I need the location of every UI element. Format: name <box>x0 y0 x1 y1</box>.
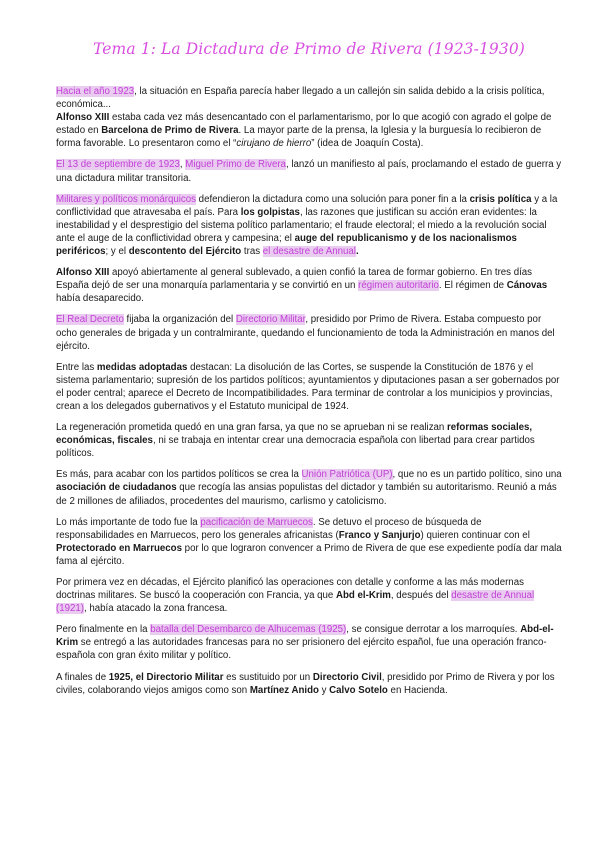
bold-term: Protectorado en Marruecos <box>56 542 182 554</box>
bold-term: descontento del Ejército <box>128 246 242 258</box>
bold-term: reformas sociales, económicas, fiscales <box>56 422 533 447</box>
paragraph-10: Por primera vez en décadas, el Ejército planificó las operaciones con detalle y conforme a las más modernas doctrinas militares. Se buscó la cooperación con Francia, ya que Abd el-Krim, después del desastre de Annual (1921), había atacado la zona francesa. <box>56 577 535 615</box>
highlight-term: Militares y políticos monárquicos <box>56 193 196 205</box>
highlight-name: Miguel Primo de Rivera <box>185 159 286 171</box>
paragraph-7: La regeneración prometida quedó en una gran farsa, ya que no se aprueban ni se realizan reformas sociales, económicas, fiscales, ni se trabaja en intentar crear una democracia española con libertad para crear partidos políticos. <box>56 422 535 460</box>
paragraph-4: Alfonso XIII apoyó abiertamente al general sublevado, a quien confió la tarea de formar gobierno. En tres días España dejó de ser una monarquía parlamentaria y se convirtió en un régimen autoritario. El régimen de Cánovas había desaparecido. <box>56 267 548 305</box>
highlight-date: Hacia el año 1923 <box>56 86 135 97</box>
bold-term: Directorio Civil <box>312 671 382 683</box>
bold-term: Abd-el-Krim <box>56 624 554 649</box>
highlight-term: Directorio Militar <box>235 314 306 326</box>
paragraph-5: El Real Decreto fijaba la organización del Directorio Militar, presidido por Primo de Rivera. Estaba compuesto por ocho generales de brigada y un contralmirante, quedando el funcionamiento de toda la Administración en manos del ejército. <box>56 314 555 352</box>
highlight-term: el desastre de Annual <box>262 246 356 258</box>
paragraph-12: A finales de 1925, el Directorio Militar es sustituido por un Directorio Civil, presidido por Primo de Rivera y por los civiles, colaborando viejos amigos como son Martínez Anido y Calvo Sotelo en Hacienda. <box>56 671 555 696</box>
italic-term: cirujano de hierro <box>236 138 312 150</box>
document-title: Tema 1: La Dictadura de Primo de Rivera (1923-1930) <box>93 40 525 58</box>
paragraph-11: Pero finalmente en la batalla del Desembarco de Alhucemas (1925), se consigue derrotar a los marroquíes. Abd-el-Krim se entregó a las autoridades francesas para no ser prisionero del ejército español, fue una operación franco-española con gran éxito militar y político. <box>56 624 554 662</box>
highlight-term: El Real Decreto <box>56 314 124 326</box>
paragraph-8: Es más, para acabar con los partidos políticos se crea la Unión Patriótica (UP), que no es un partido político, sino una asociación de ciudadanos que recogía las ansias populistas del dictador y también su autoritarismo. Reunió a más de 2 millones de afiliados, procedentes del maurismo, carlismo y catolicismo. <box>56 469 562 507</box>
bold-term: 1925, el Directorio Militar <box>108 671 224 683</box>
highlight-term: batalla del Desembarco de Alhucemas (1925) <box>150 624 347 636</box>
bold-term: Barcelona de Primo de Rivera <box>101 125 239 137</box>
bold-term: Martínez Anido <box>249 684 319 696</box>
bold-term: medidas adoptadas <box>96 361 188 373</box>
paragraph-3: Militares y políticos monárquicos defendieron la dictadura como una solución para poner fin a la crisis política y a la conflictividad que atravesaba el país. Para los golpistas, las razones que justifican su acción eran evidentes: la inestabilidad y el desprestigio del sistema político parlamentario; el fraude electoral; el miedo a la revolución social ante el auge de la conflictividad obrera y campesina; el auge del republicanismo y de los nacionalismos periféricos; y el descontento del Ejército tras el desastre de Annual. <box>56 193 558 258</box>
paragraph-1: Hacia el año 1923, la situación en España parecía haber llegado a un callejón sin salida debido a la crisis política, económica... Alfonso XIII estaba cada vez más desencantado con el parlamentarismo, por lo que acogió con agrado el golpe de estado en Barcelona de Primo de Rivera. La mayor parte de la prensa, la Iglesia y la burguesía lo recibieron de forma favorable. Lo presentaron como el “cirujano de hierro” (idea de Joaquín Costa). <box>56 86 552 150</box>
highlight-term: régimen autoritario <box>358 280 439 292</box>
bold-term: auge del republicanismo y de los nacionalismos periféricos <box>56 232 517 258</box>
highlight-term: Unión Patriótica (UP) <box>301 469 393 481</box>
bold-term: crisis política <box>469 193 532 205</box>
highlight-term: desastre de Annual (1921) <box>56 590 535 615</box>
bold-term: los golpistas <box>240 206 300 218</box>
paragraph-2: El 13 de septiembre de 1923, Miguel Primo de Rivera, lanzó un manifiesto al país, proclamando el estado de guerra y una dictadura militar transitoria. <box>56 159 562 184</box>
paragraph-9: Lo más importante de todo fue la pacificación de Marruecos. Se detuvo el proceso de búsqueda de responsabilidades en Marruecos, pero los generales africanistas (Franco y Sanjurjo) quieren continuar con el Protectorado en Marruecos por lo que lograron convencer a Primo de Rivera de que ese expediente podía dar mala fama al ejército. <box>56 516 562 567</box>
highlight-date: El 13 de septiembre de 1923 <box>56 159 180 171</box>
bold-term: Cánovas <box>506 280 548 292</box>
highlight-term: pacificación de Marruecos <box>200 516 313 528</box>
bold-term: Alfonso XIII <box>56 267 110 279</box>
bold-term: asociación de ciudadanos <box>56 482 177 494</box>
bold-term: Franco y Sanjurjo <box>338 529 421 541</box>
bold-term: Calvo Sotelo <box>329 684 388 696</box>
bold-term: Alfonso XIII <box>56 112 110 124</box>
bold-term: Abd el-Krim <box>336 590 391 602</box>
paragraph-6: Entre las medidas adoptadas destacan: La disolución de las Cortes, se suspende la Constitución de 1876 y el sistema parlamentario; supresión de los partidos políticos; ayuntamientos y diputaciones pasan a ser gobernados por el poder central; aparece el Decreto de Incompatibilidades. Para terminar de controlar a los municipios y provincias, crean a los delegados gubernativos y el Estatuto municipal de 1924. <box>56 361 560 412</box>
